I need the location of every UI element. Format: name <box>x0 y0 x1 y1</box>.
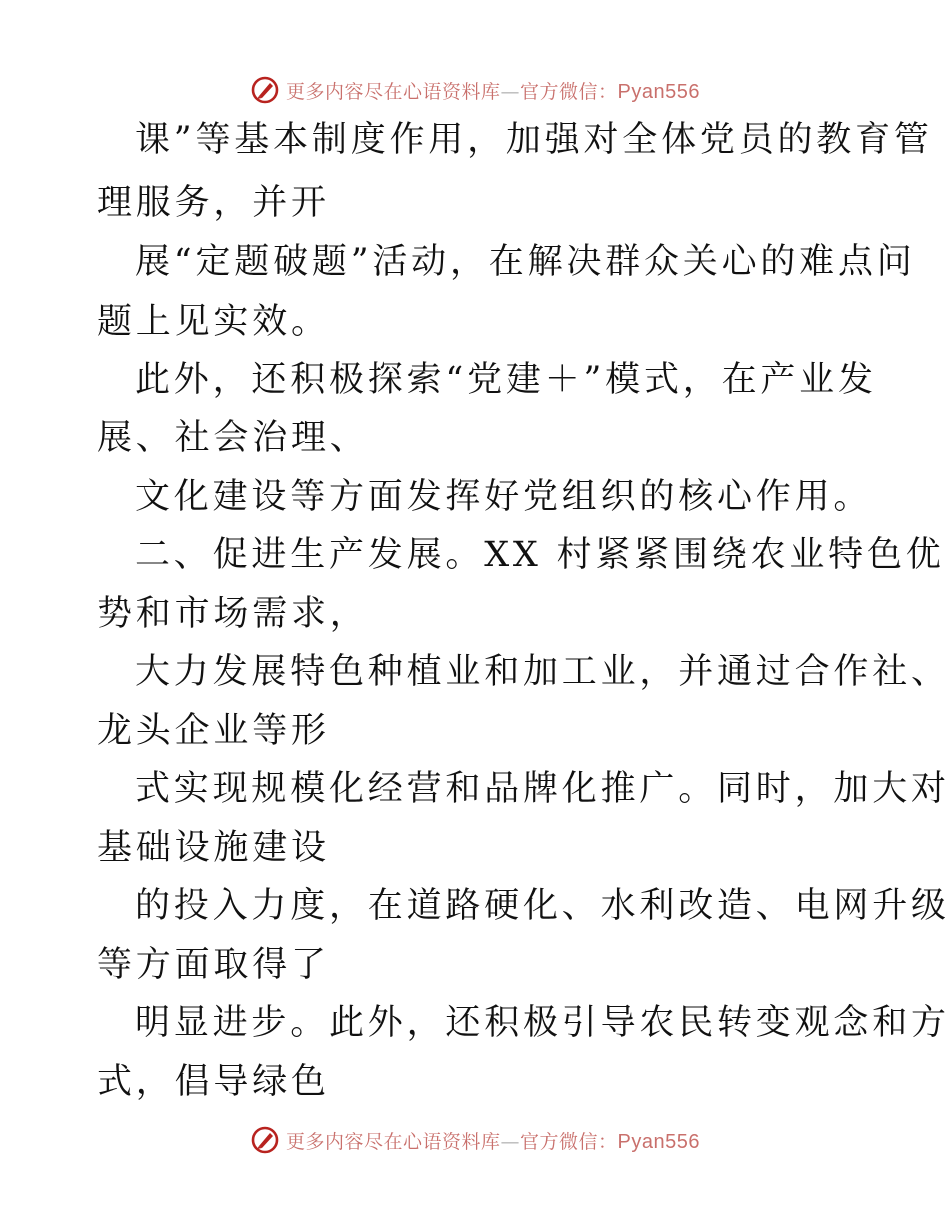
text-line: 的投入力度，在道路硬化、水利改造、电网升级 <box>135 886 950 926</box>
header-wechat-label: 官方微信： <box>520 80 618 103</box>
text-line: 理服务，并开 <box>97 183 330 223</box>
page-footer <box>0 1120 950 1160</box>
pen-circle-logo-icon <box>250 1125 280 1155</box>
text-line: 此外，还积极探索“党建＋”模式，在产业发 <box>135 360 877 400</box>
page-header <box>0 70 950 110</box>
text-line: 龙头企业等形 <box>97 711 330 751</box>
text-line: 展“定题破题”活动，在解决群众关心的难点问 <box>135 242 916 282</box>
pen-circle-logo-icon <box>250 75 280 105</box>
footer-wechat-id: Pyan556 <box>617 1130 700 1153</box>
text-line: 文化建设等方面发挥好党组织的核心作用。 <box>135 477 873 517</box>
text-line: 势和市场需求， <box>97 594 369 634</box>
text-line: 等方面取得了 <box>97 945 330 985</box>
text-line: 式，倡导绿色 <box>97 1062 330 1102</box>
header-ad-brand: 更多内容尽在心语资料库 <box>286 80 501 103</box>
text-line: 课”等基本制度作用，加强对全体党员的教育管 <box>135 120 933 160</box>
text-line: 明显进步。此外，还积极引导农民转变观念和方 <box>135 1003 950 1043</box>
text-line: 式实现规模化经营和品牌化推广。同时，加大对 <box>135 769 950 809</box>
footer-wechat-label: 官方微信： <box>520 1130 618 1153</box>
text-line: 大力发展特色种植业和加工业，并通过合作社、 <box>135 652 950 692</box>
text-line: 二、促进生产发展。XX 村紧紧围绕农业特色优 <box>135 535 945 575</box>
footer-ad-text <box>286 1127 700 1154</box>
header-ad-text <box>286 77 700 104</box>
header-wechat-id: Pyan556 <box>617 80 700 103</box>
footer-separator: — <box>500 1130 521 1153</box>
footer-ad-brand: 更多内容尽在心语资料库 <box>286 1130 501 1153</box>
header-separator: — <box>500 80 521 103</box>
text-line: 展、社会治理、 <box>97 418 369 458</box>
text-line: 基础设施建设 <box>97 828 330 868</box>
text-line: 题上见实效。 <box>97 302 330 342</box>
